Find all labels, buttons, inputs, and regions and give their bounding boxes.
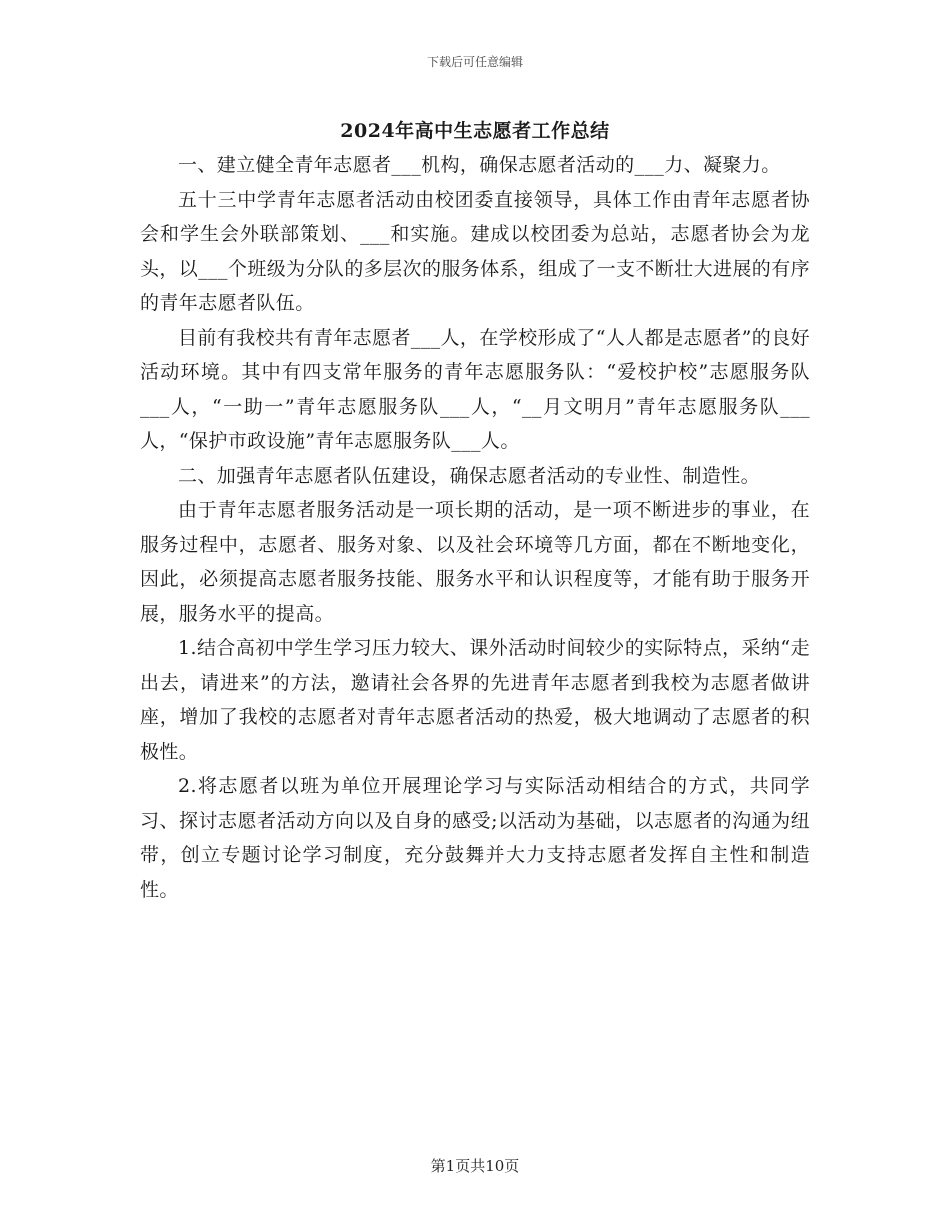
paragraph-section-1-heading: 一、建立健全青年志愿者___机构，确保志愿者活动的___力、凝聚力。 xyxy=(178,154,781,176)
page-number: 第1页共10页 xyxy=(430,1157,520,1175)
document-title: 2024年高中生志愿者工作总结 xyxy=(340,120,610,142)
paragraph-volunteer-teams: 目前有我校共有青年志愿者___人，在学校形成了“人人都是志愿者”的良好活动环境。其中有四支常年服务的青年志愿服务队：“爱校护校”志愿服务队___人，“一助一”青年志愿服务队___人，“__月文明月”青年志愿服务队___人，“保护市政设施”青年志愿服务队___人。 xyxy=(140,326,810,452)
document-body xyxy=(140,148,810,907)
paragraph-service-skills: 由于青年志愿者服务活动是一项长期的活动，是一项不断进步的事业，在服务过程中，志愿者、服务对象、以及社会环境等几方面，都在不断地变化，因此，必须提高志愿者服务技能、服务水平和认识程度等，才能有助于服务开展，服务水平的提高。 xyxy=(140,499,810,625)
paragraph-section-2-heading: 二、加强青年志愿者队伍建设，确保志愿者活动的专业性、制造性。 xyxy=(178,464,761,487)
paragraph-item-2: 2.将志愿者以班为单位开展理论学习与实际活动相结合的方式，共同学习、探讨志愿者活动方向以及自身的感受;以活动为基础，以志愿者的沟通为纽带，创立专题讨论学习制度，充分鼓舞并大力支持志愿者发挥自主性和制造性。 xyxy=(140,775,810,901)
paragraph-item-1: 1.结合高初中学生学习压力较大、课外活动时间较少的实际特点，采纳“走出去，请进来”的方法，邀请社会各界的先进青年志愿者到我校为志愿者做讲座，增加了我校的志愿者对青年志愿者活动的热爱，极大地调动了志愿者的积极性。 xyxy=(140,637,810,763)
paragraph-organization: 五十三中学青年志愿者活动由校团委直接领导，具体工作由青年志愿者协会和学生会外联部策划、___和实施。建成以校团委为总站，志愿者协会为龙头，以___个班级为分队的多层次的服务体系，组成了一支不断壮大进展的有序的青年志愿者队伍。 xyxy=(140,188,810,314)
page-header-note: 下载后可任意编辑 xyxy=(426,55,523,69)
